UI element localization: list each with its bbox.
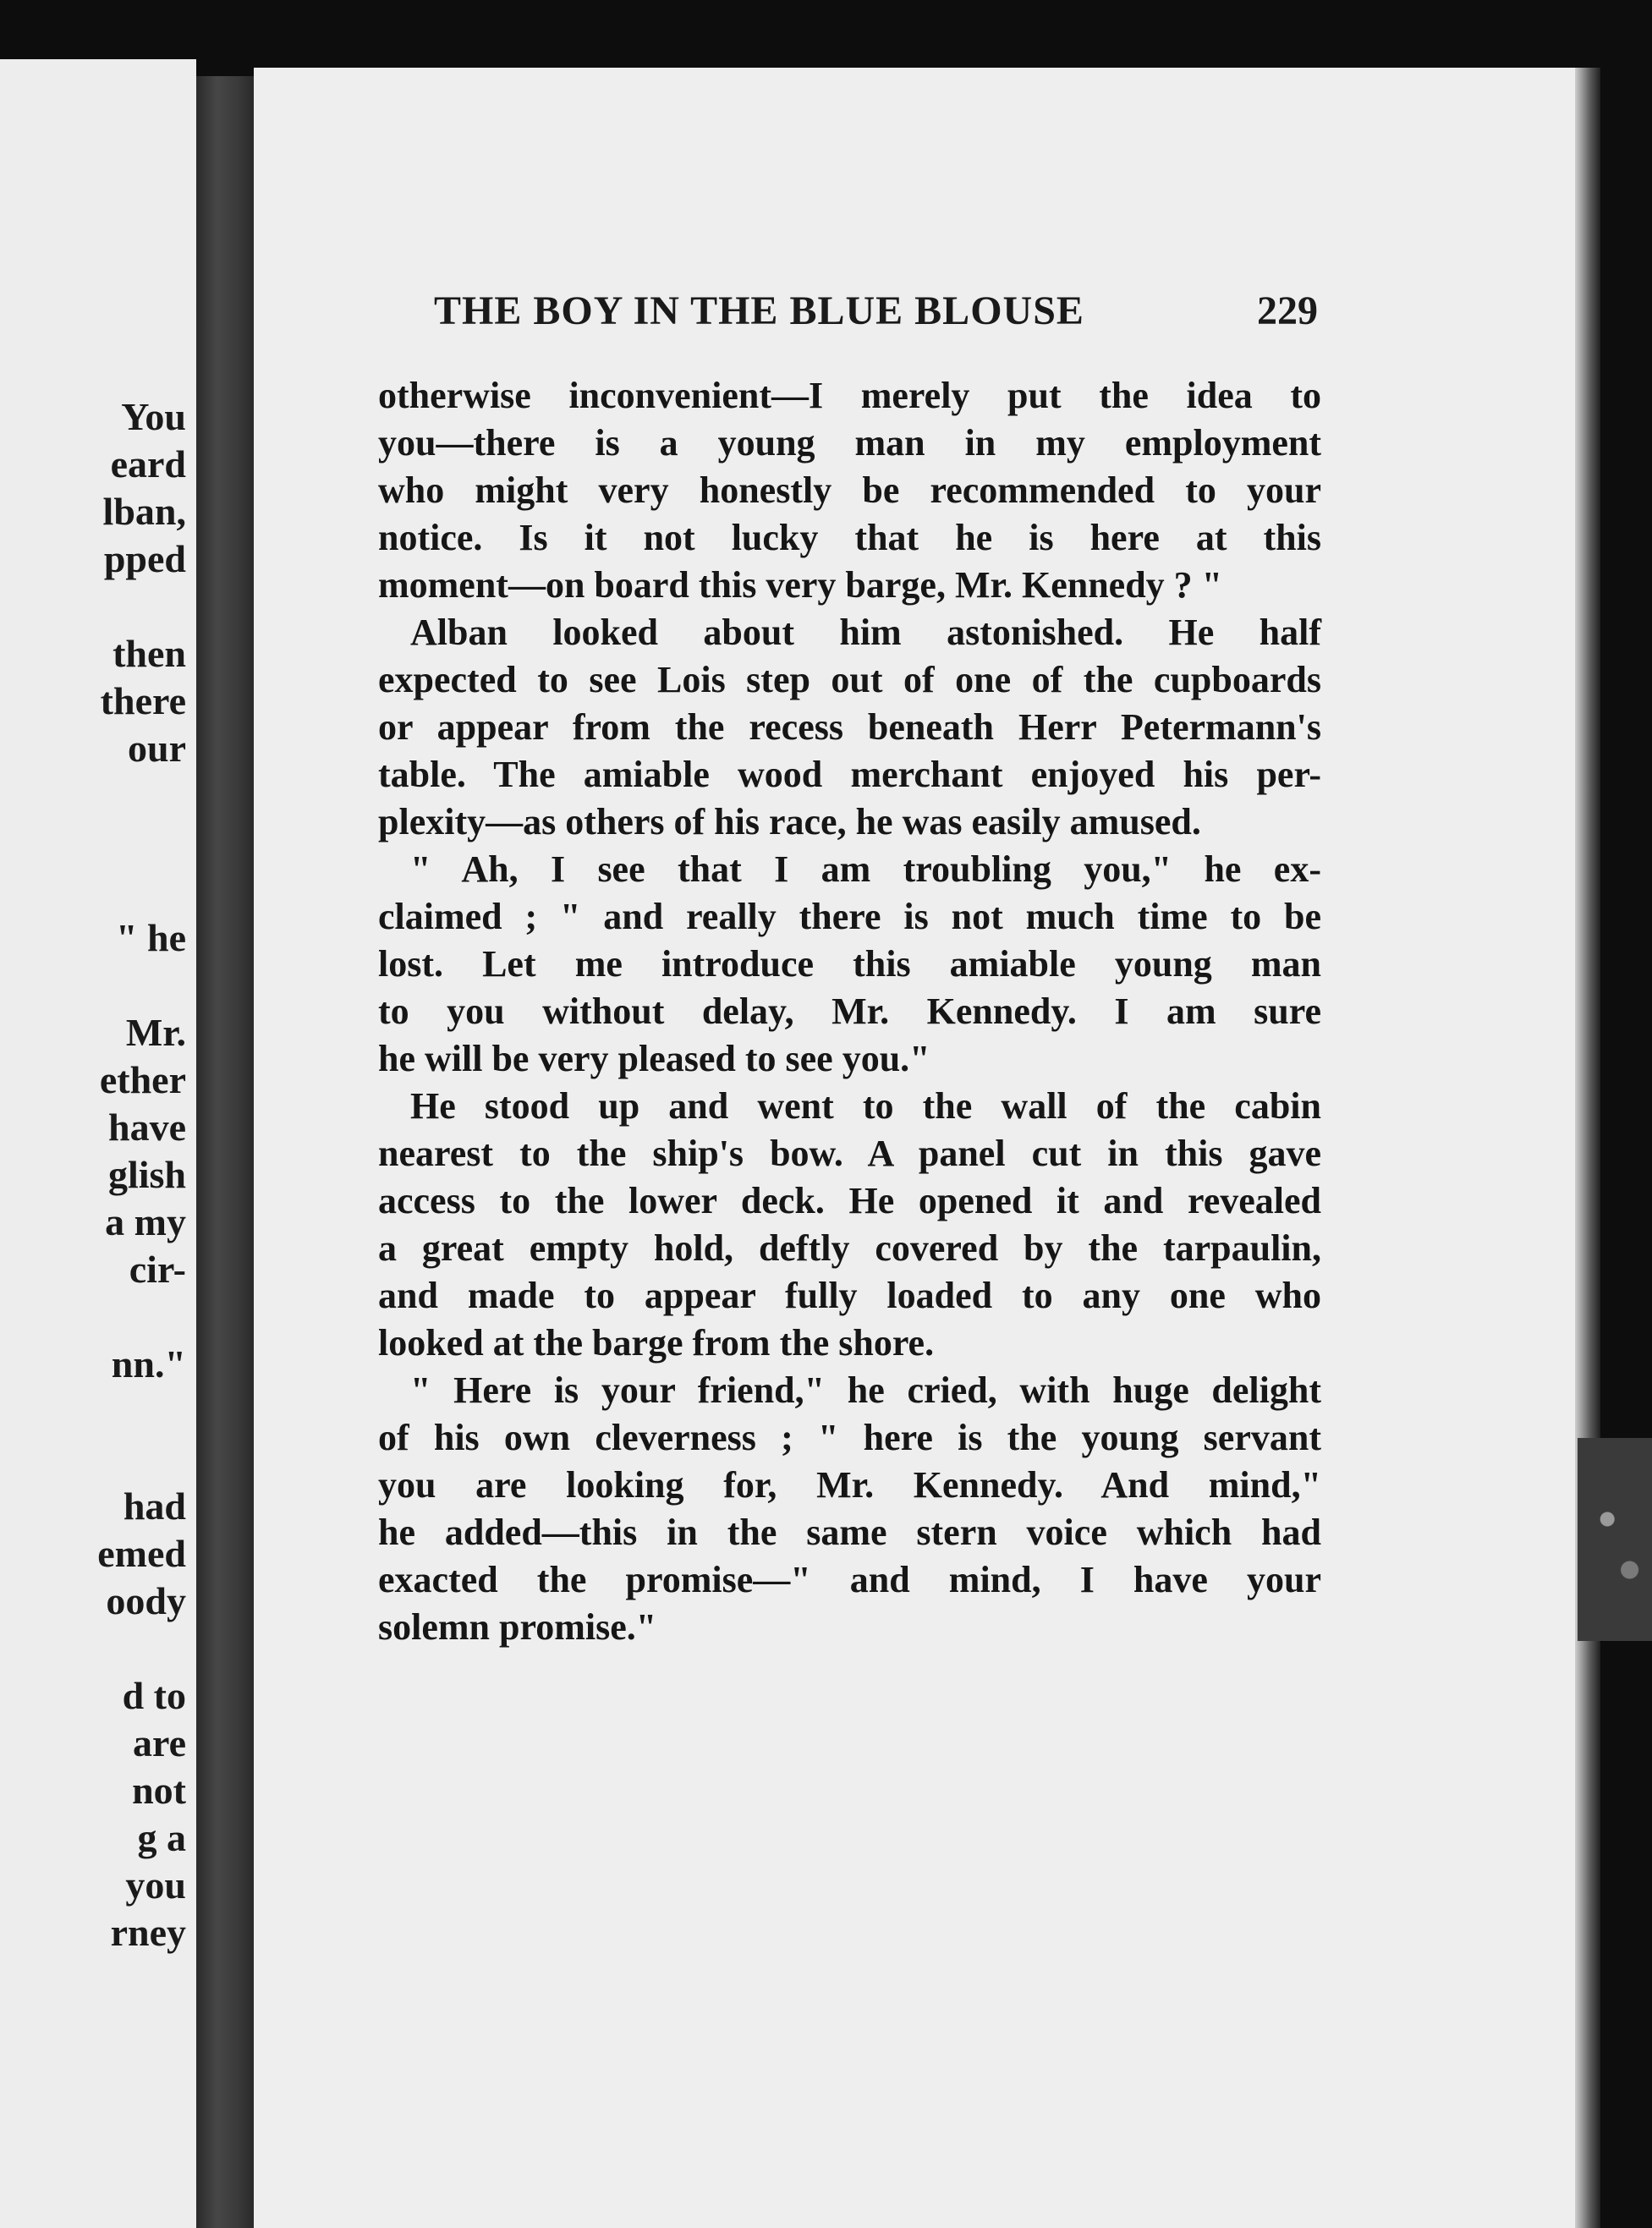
text-line: nearest to the ship's bow. A panel cut in this gave <box>378 1133 1321 1174</box>
running-head <box>434 288 1318 338</box>
left-page-line: our <box>128 727 186 770</box>
left-page-gap <box>0 1293 186 1341</box>
left-page-line: nn." <box>111 1342 186 1386</box>
left-page-line: g a <box>137 1816 186 1859</box>
text-line: plexity—as others of his race, he was easily amused. <box>378 801 1201 842</box>
text-line: to you without delay, Mr. Kennedy. I am sure <box>378 991 1321 1032</box>
text-line: looked at the barge from the shore. <box>378 1322 935 1364</box>
left-page-line: then <box>113 632 186 675</box>
text-line: " Ah, I see that I am troubling you," he ex- <box>410 848 1321 890</box>
text-line: " Here is your friend," he cried, with huge delight <box>410 1369 1321 1411</box>
left-page-gap <box>0 1435 186 1483</box>
left-page-line: glish <box>107 1153 186 1196</box>
left-page-gap <box>0 820 186 867</box>
text-line: expected to see Lois step out of one of the cupboards <box>378 659 1321 700</box>
left-page-gap <box>0 867 186 914</box>
text-line: he added—this in the same stern voice which had <box>378 1512 1321 1553</box>
left-page-line: pped <box>103 537 186 580</box>
text-line: he will be very pleased to see you." <box>378 1038 930 1079</box>
left-facing-page <box>0 59 196 2228</box>
text-line: lost. Let me introduce this amiable young man <box>378 943 1321 985</box>
left-page-gap <box>0 583 186 630</box>
text-line: or appear from the recess beneath Herr Petermann's <box>378 706 1321 748</box>
left-page-gap <box>0 1625 186 1672</box>
text-line: exacted the promise—" and mind, I have your <box>378 1559 1321 1600</box>
left-page-gap <box>0 962 186 1009</box>
left-page-text <box>0 393 186 1956</box>
left-page-line: oody <box>106 1579 186 1622</box>
left-page-line: Mr. <box>125 1011 186 1054</box>
left-page-line: rney <box>110 1911 186 1954</box>
text-line: and made to appear fully loaded to any one who <box>378 1275 1321 1316</box>
text-line: moment—on board this very barge, Mr. Kennedy ? " <box>378 564 1223 606</box>
left-page-line: eard <box>110 442 186 486</box>
left-page-line: there <box>100 679 186 722</box>
left-page-gap <box>0 1388 186 1435</box>
text-line: otherwise inconvenient—I merely put the idea to <box>378 375 1321 416</box>
running-title: THE BOY IN THE BLUE BLOUSE <box>434 288 1084 333</box>
left-page-line: have <box>108 1106 186 1149</box>
text-line: you—there is a young man in my employment <box>378 422 1321 464</box>
page-edge-speckle <box>1578 1438 1652 1641</box>
left-page-line: had <box>123 1484 186 1528</box>
text-line: claimed ; " and really there is not much time to be <box>378 896 1321 937</box>
left-page-line: cir- <box>129 1248 186 1291</box>
left-page-gap <box>0 772 186 820</box>
left-page-line: emed <box>97 1532 186 1575</box>
left-page-line: ether <box>99 1058 186 1101</box>
left-page-line: are <box>132 1721 186 1764</box>
left-page-line: " he <box>115 916 186 959</box>
body-text <box>378 372 1321 1651</box>
text-line: table. The amiable wood merchant enjoyed his per- <box>378 754 1321 795</box>
page-number: 229 <box>1257 288 1318 333</box>
left-page-line: not <box>132 1769 186 1812</box>
left-page-line: You <box>121 395 186 438</box>
left-page-line: lban, <box>102 490 186 533</box>
text-line: who might very honestly be recommended to your <box>378 469 1321 511</box>
text-line: Alban looked about him astonished. He half <box>410 612 1321 653</box>
text-line: you are looking for, Mr. Kennedy. And mind," <box>378 1464 1321 1506</box>
text-line: of his own cleverness ; " here is the young servant <box>378 1417 1321 1458</box>
text-line: a great empty hold, deftly covered by the tarpaulin, <box>378 1227 1321 1269</box>
left-page-line: a my <box>105 1200 186 1243</box>
text-line: notice. Is it not lucky that he is here at this <box>378 517 1321 558</box>
text-line: access to the lower deck. He opened it and revealed <box>378 1180 1321 1221</box>
page-edge-shadow <box>1575 68 1600 2228</box>
left-page-line: you <box>125 1863 186 1907</box>
text-line: solemn promise." <box>378 1606 657 1648</box>
text-line: He stood up and went to the wall of the cabin <box>410 1085 1321 1127</box>
left-page-line: d to <box>122 1674 186 1717</box>
